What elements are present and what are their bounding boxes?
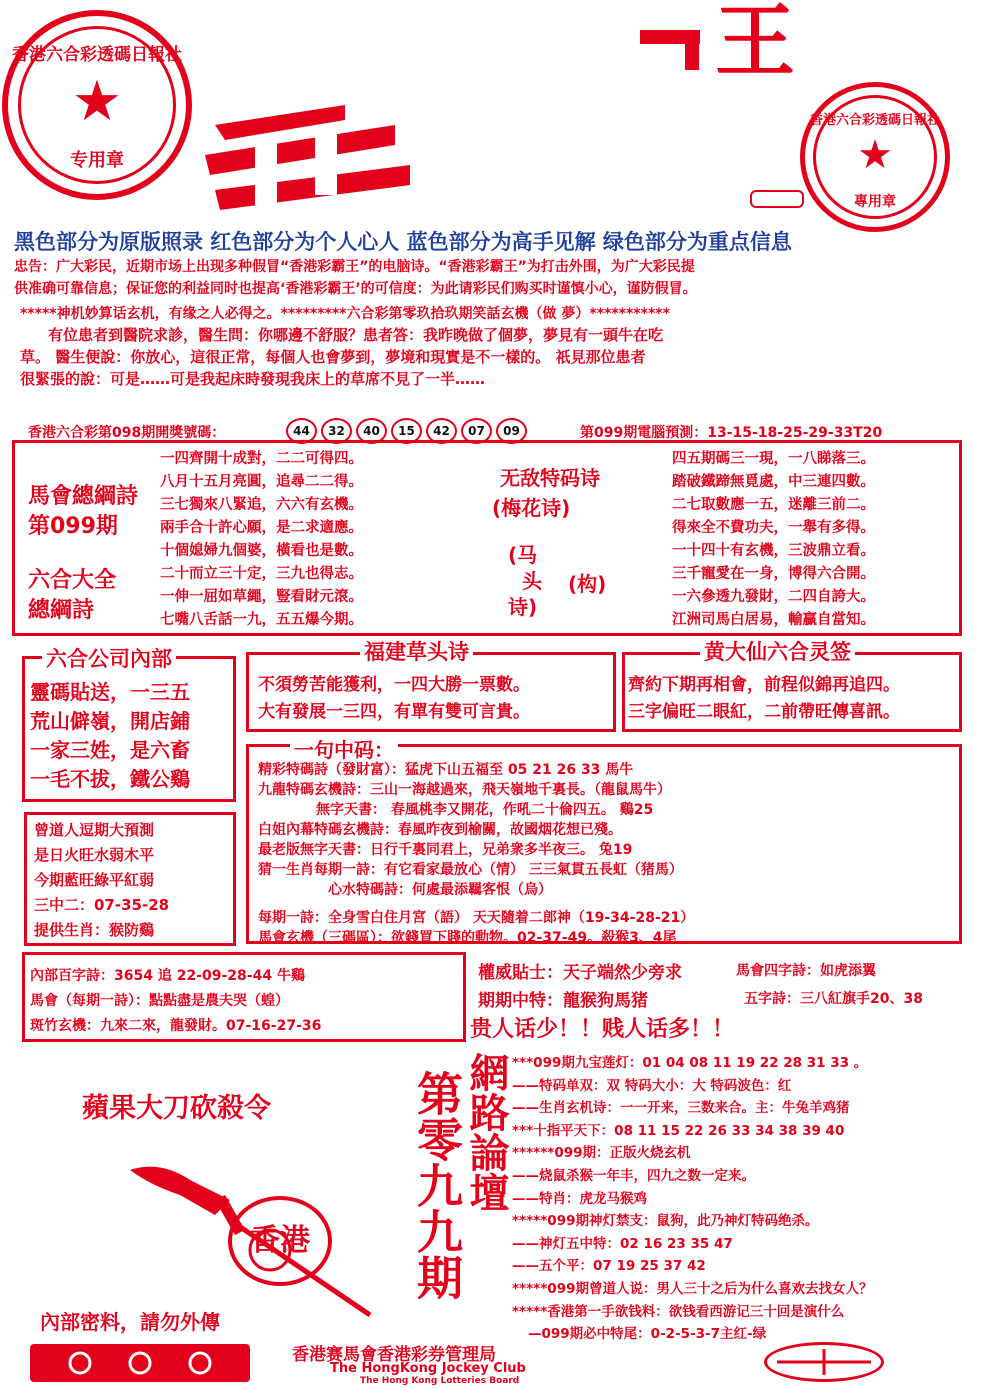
mid-ans-line: 头 [522, 569, 542, 593]
forum-line: ——五个平：07 19 25 37 42 [512, 1258, 706, 1275]
ball: 42 [426, 418, 457, 444]
tips-special: 期期中特：龍猴狗馬猪 [478, 991, 648, 1011]
oneline-line: 每期一詩：全身雪白住月宮（語） 天天隨着二郎神（19-34-28-21） [258, 910, 695, 926]
logo-left-graphic [195, 95, 425, 215]
taoist-line: 提供生肖：猴防鷄 [34, 921, 155, 939]
apple-badge [228, 1196, 332, 1286]
seal-right-cap: 專用章 [854, 194, 896, 210]
poem-line: 七嘴八舌話一九，五五爆今期。 [160, 612, 363, 628]
forum-line: ——特码单双：双 特码大小：大 特码波色：红 [512, 1077, 792, 1094]
wong-lines [628, 672, 900, 726]
poem-line: 二七取數應一五，迷離三前二。 [672, 497, 875, 513]
seal-right-ring: 香港六合彩透碼日報社 [809, 113, 940, 128]
notice-line: 供准确可靠信息；保证您的利益同时也提高‘香港彩霸王’的可信度：为此请彩民们购买时谨慎小心，谨防假冒。 [14, 281, 697, 297]
seal-left-cap: 专用章 [70, 150, 124, 171]
poem-line: 踏破鐵蹄無覓處，中三連四數。 [672, 474, 875, 490]
fujian-lines [258, 672, 530, 726]
forum-line: ——特肖：虎龙马猴鸡 [512, 1190, 647, 1207]
forum-vertical-period: 第零九九期 [410, 1070, 464, 1300]
joke-line: 很緊張的說：可是……可是我起床時發現我床上的草席不見了一半…… [20, 370, 486, 388]
wong-line: 齊約下期再相會，前程似錦再追四。 [628, 675, 900, 695]
ball: 15 [391, 418, 422, 444]
oneline-line: 無字天書： 春風桃李又開花，作吼二十倫四五。 鷄25 [316, 802, 654, 818]
poem-line: 十個媳婦九個婆，橫看也是數。 [160, 543, 363, 559]
poem-line: 一六參透九發財，二四自誇大。 [672, 589, 875, 605]
taoist-line: 三中二：07-35-28 [34, 896, 170, 914]
forum-line: *****香港第一手欲钱料：欲钱看西游记三十回是演什么 [512, 1303, 845, 1320]
poem-left-title-line: 六合大全 [28, 568, 117, 593]
forum-line: ******099期：正版火烧玄机 [512, 1145, 691, 1162]
poem-col2 [672, 448, 875, 632]
seal-right [800, 82, 950, 232]
ball: 40 [356, 418, 387, 444]
mid-title: 无敌特码诗 [500, 466, 600, 490]
bottom-left-lines [30, 964, 321, 1039]
poem-col1 [160, 448, 363, 632]
notice [14, 256, 697, 300]
poem-left-title-line: 總綱詩 [28, 598, 95, 623]
star-icon: ★ [857, 132, 893, 178]
forum-line: ——烧鼠杀猴一年丰，四九之数一定来。 [512, 1167, 755, 1184]
company-line: 一毛不拔，鐵公鷄 [30, 767, 190, 791]
tips-authority: 權威貼士：天子端然少旁求 [478, 963, 682, 983]
footer-right-logo [764, 1342, 884, 1382]
poem-left-title [28, 482, 138, 626]
fujian-line: 大有發展一三四，有單有雙可言貴。 [258, 702, 530, 722]
footer-en2: The Hong Kong Lotteries Board [360, 1376, 520, 1386]
secret-note: 內部密料，請勿外傳 [40, 1310, 220, 1334]
tips-four-word: 馬會四字詩：如虎添翼 [736, 963, 876, 979]
joke-text [20, 324, 663, 390]
color-legend: 黑色部分为原版照录 红色部分为个人心人 蓝色部分为高手见解 绿色部分为重点信息 [14, 230, 792, 254]
seal-left [2, 10, 192, 200]
forum-line: *****099期曾道人说：男人三十之后为什么喜欢去找女人？ [512, 1280, 873, 1297]
oneline-line: 白姐內幕特碼玄機詩：春風昨夜到榆關，故國烟花想已殘。 [258, 822, 622, 838]
forum-line: ——生肖玄机诗：一一开来，三数来合。主：牛兔羊鸡猪 [512, 1100, 850, 1117]
taoist-lines [34, 818, 169, 943]
poem-line: 一十四十有玄機，三波鼎立看。 [672, 543, 875, 559]
mid-ans-line: (马 [508, 543, 538, 567]
slogan: 贵人话少！！贱人话多！！ [470, 1017, 735, 1042]
oneline-line: 猜一生肖每期一詩：有它看家最放心（情） 三三氣貫五長虹（猪馬） [258, 862, 683, 878]
forum-lines [512, 1052, 872, 1346]
poem-line: 四五期碼三一現，一八睇落三。 [672, 451, 875, 467]
notice-line: 忠告：广大彩民，近期市场上出现多种假冒“香港彩霸王”的电脑诗。“香港彩霸王”为打击外围，为广大彩民提 [14, 259, 695, 275]
wong-line: 三字偏旺二眼紅，二前帶旺傳喜訊。 [628, 702, 900, 722]
poem-line: 三七獨來八緊追，六六有玄機。 [160, 497, 363, 513]
company-line: 一家三姓，是六畜 [30, 738, 190, 762]
footer-en1: The HongKong Jockey Club [330, 1361, 526, 1376]
oneline-line: 馬會玄機（三碼區）：欲錢買下賤的動物。02-37-49。殺猴3、4尾 [258, 930, 677, 946]
fujian-title: 福建草头诗 [360, 636, 473, 666]
ball: 32 [321, 418, 352, 444]
mid-sub: (梅花诗) [492, 496, 571, 520]
taoist-line: 今期藍旺綠平紅弱 [34, 871, 155, 889]
forum-line: *****099期神灯禁支：鼠狗，此乃神灯特码绝杀。 [512, 1213, 819, 1230]
forum-line: ***十指平天下：08 11 15 22 26 33 34 38 39 40 [512, 1122, 845, 1139]
poem-line: 八月十五月亮圓，追尋二二得。 [160, 474, 363, 490]
company-title: 六合公司內部 [42, 643, 176, 673]
decor-key [750, 190, 804, 208]
poem-line: 二十而立三十定，三九也得志。 [160, 566, 363, 582]
bottom-left-line: 內部百字詩：3654 追 22-09-28-44 牛鷄 [30, 968, 305, 984]
forum-line: ——神灯五中特：02 16 23 35 47 [512, 1235, 733, 1252]
poem-line: 三千寵愛在一身，博得六合開。 [672, 566, 875, 582]
oneline-title: 一句中码： [290, 734, 398, 763]
oneline-line: 最老版無字天書：日行千裏同君上，兄弟衆多半夜三。 兔19 [258, 842, 633, 858]
bottom-left-line: 馬會（每期一詩）：點點盡是農夫哭（蝗） [30, 993, 289, 1009]
apple-title: 蘋果大刀砍殺令 [82, 1093, 271, 1124]
oneline-lines [258, 760, 694, 948]
poem-line: 一伸一屈如草繩，豎看財元滾。 [160, 589, 363, 605]
forum-line: —099期必中特尾：0-2-5-3-7主红-绿 [528, 1326, 767, 1343]
oneline-line: 心水特碼詩：何處最添羈客恨（烏） [328, 882, 552, 898]
draw-prediction: 第099期電腦預測：13-15-18-25-29-33T20 [580, 425, 883, 441]
mid-ans-line: 诗) [508, 595, 538, 619]
ball: 44 [286, 418, 317, 444]
footer-left-logo [30, 1344, 250, 1382]
star-icon: ★ [71, 69, 123, 135]
footer-cn: 香港赛馬會香港彩券管理局 [292, 1345, 496, 1365]
ball: 07 [461, 418, 492, 444]
poem-left-title-line: 第099期 [28, 514, 118, 539]
tips-five-word: 五字詩：三八紅旗手20、38 [744, 991, 923, 1007]
apple-badge-text: 香港 [250, 1223, 310, 1258]
poem-line: 兩手合十許心願，是二求適應。 [160, 520, 363, 536]
forum-vertical-title: 網路論壇 [463, 1052, 509, 1212]
taoist-line: 是日火旺水弱木平 [34, 846, 155, 864]
poem-line: 一四齊開十成對，二二可得四。 [160, 451, 363, 467]
joke-title: *****神机妙算话玄机，有缘之人必得之。*********六合彩第零玖拾玖期笑話玄機（做 夢）*********** [20, 306, 670, 322]
wong-title: 黄大仙六合灵签 [700, 636, 855, 666]
company-line: 靈碼貼送，一三五 [30, 680, 190, 704]
poem-left-title-line: 馬會總綱詩 [28, 484, 139, 509]
oneline-line: 九龍特碼玄機詩：三山一海越過來，飛天嶺地千裏長。（龍鼠馬牛） [258, 782, 671, 798]
poem-line: 江洲司馬白居易，輸贏自當知。 [672, 612, 875, 628]
joke-line: 有位患者到醫院求診，醫生問：你哪邊不舒服？患者答：我昨晚做了個夢，夢見有一頭牛在吃 [48, 326, 664, 344]
fujian-line: 不須勞苦能獲利，一四大勝一票數。 [258, 675, 530, 695]
taoist-line: 曾道人逗期大預測 [34, 821, 155, 839]
logo-char: 王 [715, 0, 795, 88]
bottom-left-line: 斑竹玄機：九來二來，龍發財。07-16-27-36 [30, 1018, 322, 1034]
draw-label: 香港六合彩第098期開獎號碼： [28, 425, 226, 441]
company-lines [30, 678, 190, 794]
ball: 09 [496, 418, 527, 444]
joke-line: 草。 醫生便說：你放心，這很正常，每個人也會夢到，夢境和現實是不一樣的。 祇見那位患者 [20, 348, 646, 366]
company-line: 荒山僻嶺，開店鋪 [30, 709, 190, 733]
forum-line: ***099期九宝莲灯：01 04 08 11 19 22 28 31 33 。 [512, 1055, 868, 1071]
seal-left-ring: 香港六合彩透碼日報社 [12, 45, 182, 65]
mid-ans-extra: (构) [568, 572, 607, 596]
oneline-line: 精彩特碼詩（發財富）：猛虎下山五福至 05 21 26 33 馬牛 [258, 762, 634, 778]
poem-line: 得來全不費功夫，一舉有多得。 [672, 520, 875, 536]
mid-ans [508, 542, 542, 620]
